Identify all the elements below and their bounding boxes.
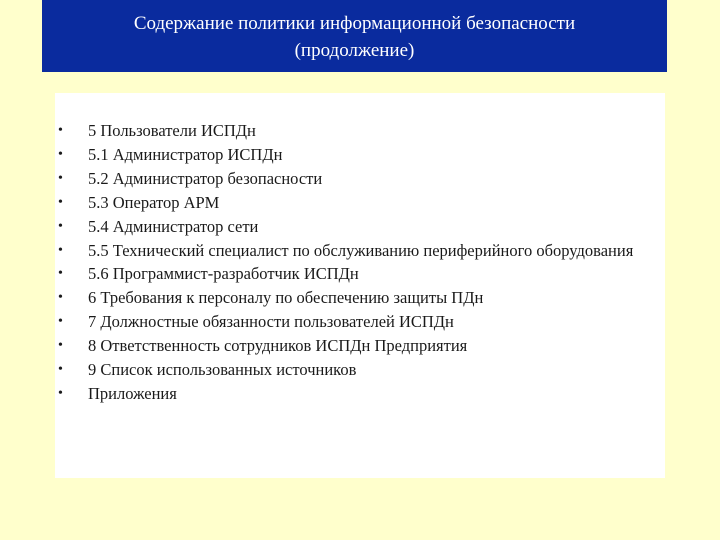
list-item-text: Приложения — [88, 383, 177, 403]
bullet-icon: • — [58, 362, 63, 378]
list-item-text: 5.5 Технический специалист по обслуживанию периферийного оборудования — [88, 240, 634, 260]
title-bar — [42, 0, 667, 72]
list-item — [55, 286, 665, 310]
list-item — [55, 191, 665, 215]
list-item — [55, 167, 665, 191]
list-item — [55, 262, 665, 286]
list-item — [55, 119, 665, 143]
bullet-icon: • — [58, 385, 63, 401]
bullet-icon: • — [58, 146, 63, 162]
bullet-icon: • — [58, 338, 63, 354]
content-panel — [55, 93, 665, 478]
list-item-text: 7 Должностные обязанности пользователей ИСПДн — [88, 312, 454, 332]
list-item-text: 9 Список использованных источников — [88, 360, 357, 380]
list-item-text: 6 Требования к персоналу по обеспечению защиты ПДн — [88, 288, 484, 308]
list-item — [55, 143, 665, 167]
bullet-icon: • — [58, 242, 63, 258]
list-item — [55, 310, 665, 334]
list-item — [55, 334, 665, 358]
bullet-icon: • — [58, 123, 63, 138]
list-item-text: 8 Ответственность сотрудников ИСПДн Предприятия — [88, 336, 468, 356]
bullet-icon: • — [58, 266, 63, 282]
bullet-icon: • — [58, 194, 63, 210]
bullet-icon: • — [58, 170, 63, 186]
slide-title-line-2: (продолжение) — [294, 40, 415, 61]
list-item — [55, 358, 665, 382]
list-item-text: 5.1 Администратор ИСПДн — [88, 144, 283, 164]
contents-list — [55, 119, 665, 406]
list-item-text: 5.6 Программист-разработчик ИСПДн — [88, 264, 359, 284]
list-item — [55, 239, 665, 263]
list-item — [55, 382, 665, 406]
list-item-text: 5.4 Администратор сети — [88, 216, 259, 236]
list-item — [55, 215, 665, 239]
list-item-text: 5.3 Оператор АРМ — [88, 192, 220, 212]
slide-title-line-1: Содержание политики информационной безопасности — [133, 13, 576, 34]
list-item-text: 5 Пользователи ИСПДн — [88, 121, 256, 140]
bullet-icon: • — [58, 290, 63, 306]
list-item-text: 5.2 Администратор безопасности — [88, 168, 323, 188]
bullet-icon: • — [58, 314, 63, 330]
bullet-icon: • — [58, 218, 63, 234]
